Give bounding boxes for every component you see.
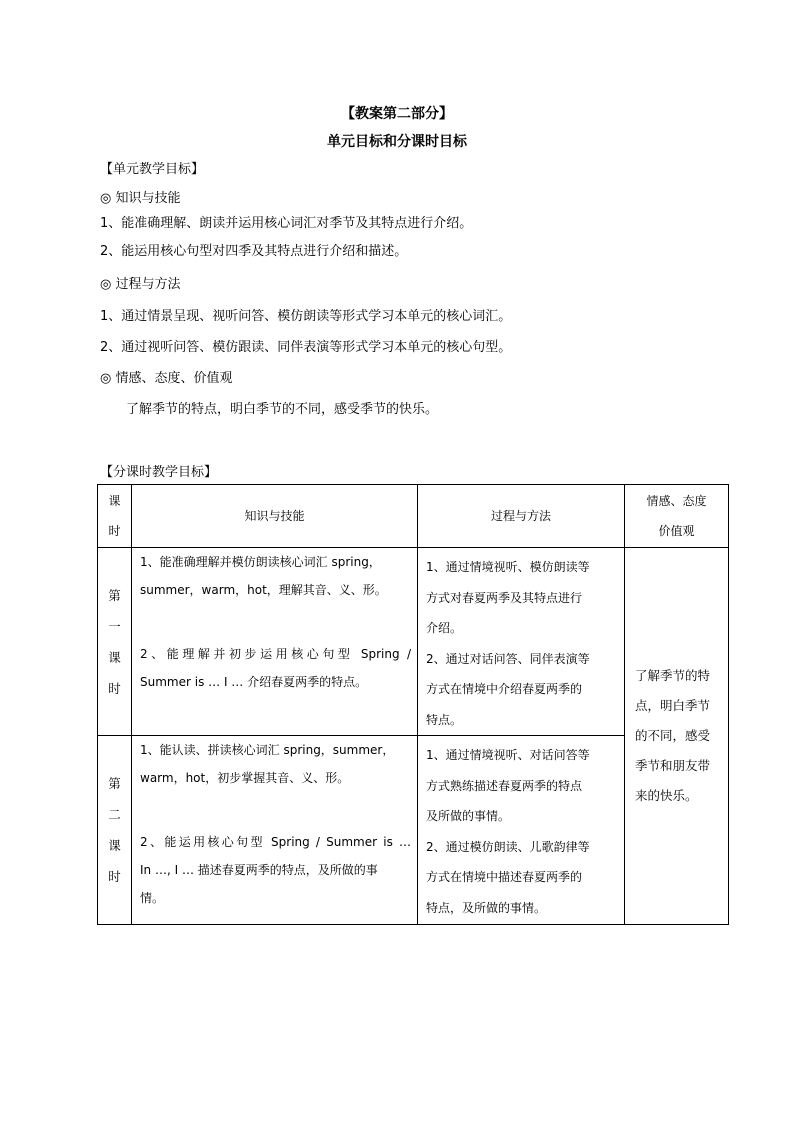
process-methods-label: ◎ 过程与方法: [100, 277, 181, 292]
emotion-cell: 了解季节的特 点，明白季节 的不同，感受 季节和朋友带 来的快乐。: [625, 548, 729, 925]
table-header-row: [98, 485, 729, 548]
process-item-2: 2、通过视听问答、模仿跟读、同伴表演等形式学习本单元的核心句型。: [100, 340, 512, 355]
lesson-1-process: 1、通过情境视听、模仿朗读等 方式对春夏两季及其特点进行 介绍。 2、通过对话问答、同伴表演等 方式在情境中介绍春夏两季的 特点。: [418, 548, 625, 736]
header-process: 过程与方法: [418, 485, 625, 548]
knowledge-skills-label: ◎ 知识与技能: [100, 191, 181, 206]
knowledge-item-1: 1、能准确理解、朗读并运用核心词汇对季节及其特点进行介绍。: [100, 216, 473, 231]
lesson-goals-table: [97, 484, 729, 925]
unit-goals-heading: 【单元教学目标】: [100, 162, 205, 177]
header-emotion: 情感、态度 价值观: [625, 485, 729, 548]
lesson-2-process: 1、通过情境视听、对话问答等 方式熟练描述春夏两季的特点 及所做的事情。 2、通过模仿朗读、儿歌韵律等 方式在情境中描述春夏两季的 特点，及所做的事情。: [418, 736, 625, 925]
table-row: [98, 548, 729, 736]
lesson-goals-heading: 【分课时教学目标】: [100, 465, 218, 480]
emotion-attitude-label: ◎ 情感、态度、价值观: [100, 371, 233, 386]
knowledge-item-2: 2、能运用核心句型对四季及其特点进行介绍和描述。: [100, 244, 408, 259]
lesson-1-name: 第 一 课 时: [98, 548, 132, 736]
process-item-1: 1、通过情景呈现、视听问答、模仿朗读等形式学习本单元的核心词汇。: [100, 309, 512, 324]
header-lesson: 课 时: [98, 485, 132, 548]
part-title: 【教案第二部分】: [341, 106, 453, 122]
section-subtitle: 单元目标和分课时目标: [327, 134, 467, 150]
lesson-2-knowledge: 1、能认读、拼读核心词汇 spring，summer， warm，hot，初步掌握其音、义、形。 2、能运用核心句型 Spring / Summer is … In …, I … 描述春夏两季的特点，及所做的事 情。: [132, 736, 418, 925]
lesson-2-name: 第 二 课 时: [98, 736, 132, 925]
emotion-text: 了解季节的特点，明白季节的不同，感受季节的快乐。: [126, 402, 439, 417]
header-knowledge: 知识与技能: [132, 485, 418, 548]
lesson-1-knowledge: 1、能准确理解并模仿朗读核心词汇 spring， summer，warm，hot，理解其音、义、形。 2、能理解并初步运用核心句型 Spring / Summer is … I … 介绍春夏两季的特点。: [132, 548, 418, 736]
